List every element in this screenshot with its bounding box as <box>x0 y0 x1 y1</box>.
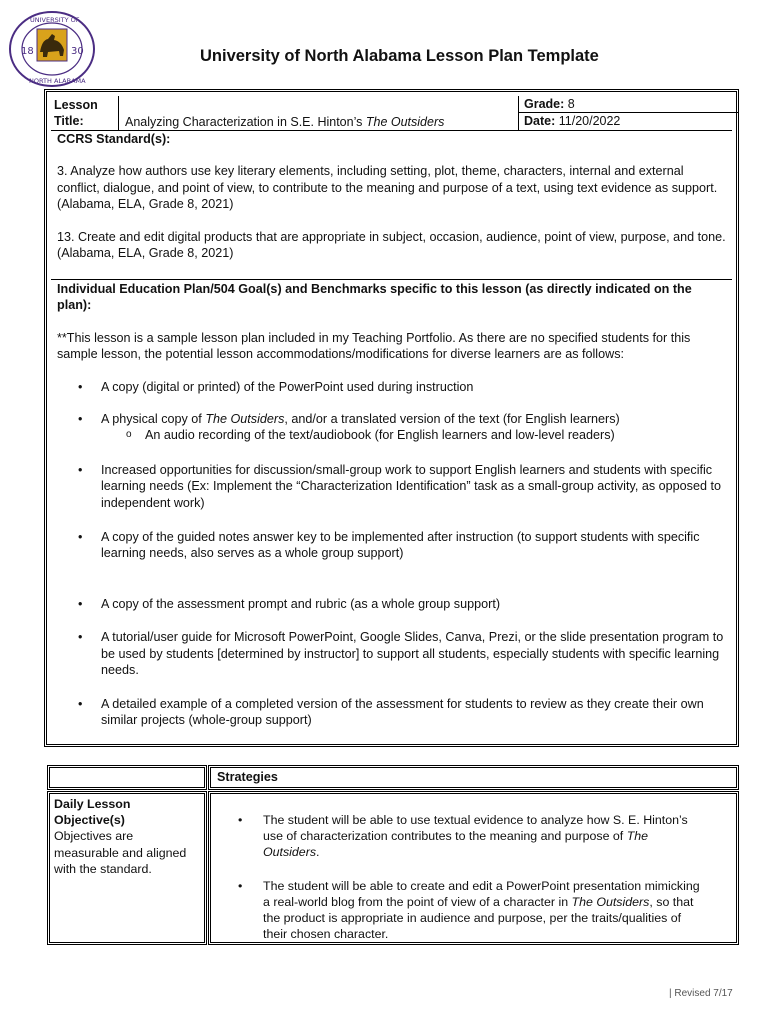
list-item: o An audio recording of the text/audiobook (for English learners and low-level readers) <box>101 427 726 443</box>
list-item: • A copy of the guided notes answer key to be implemented after instruction (to support students with specific learning needs, also serves as a whole group support) <box>57 529 726 562</box>
svg-text:30: 30 <box>71 46 84 57</box>
lesson-plan-table <box>44 89 739 747</box>
objectives-note: Objectives are measurable and aligned with the standard. <box>54 829 187 876</box>
objectives-content-cell <box>208 791 739 945</box>
ccrs-standard-13: 13. Create and edit digital products that are appropriate in subject, occasion, audience, point of view, purpose, and tone. (Alabama, ELA, Grade 8, 2021) <box>57 229 726 261</box>
date-row: Date: 11/20/2022 <box>524 114 621 128</box>
ccrs-standards-section <box>51 130 732 280</box>
objectives-heading: Daily Lesson Objective(s) <box>54 797 131 828</box>
lesson-title-label: Lesson Title: <box>51 96 119 130</box>
list-item: • The student will be able to use textual evidence to analyze how S. E. Hinton’s use of characterization contributes to the meaning and purpose of The Outsiders. <box>211 812 706 861</box>
svg-text:UNIVERSITY OF: UNIVERSITY OF <box>30 16 80 24</box>
list-item: • Increased opportunities for discussion/small-group work to support English learners and students with specific learning needs (Ex: Implement the “Characterization Identification” task as a small-group activity, as opposed to independent work) <box>57 462 726 511</box>
revision-footer: | Revised 7/17 <box>669 988 733 999</box>
list-item: • A tutorial/user guide for Microsoft PowerPoint, Google Slides, Canva, Prezi, or the slide presentation program to be used by students [determined by instructor] to support all students, especially students with specific learning needs. <box>57 629 726 678</box>
lesson-header-row <box>51 96 732 131</box>
document-title: University of North Alabama Lesson Plan Template <box>200 47 599 65</box>
grade-row: Grade: 8 <box>519 96 738 113</box>
ccrs-heading: CCRS Standard(s): <box>57 132 171 146</box>
sub-list <box>101 427 726 443</box>
lesson-title-value: Analyzing Characterization in S.E. Hinton’s The Outsiders <box>119 96 519 130</box>
university-seal-logo <box>8 10 96 88</box>
list-item: • A detailed example of a completed version of the assessment for students to review as they create their own similar projects (whole-group support) <box>57 696 726 729</box>
list-item: • A physical copy of The Outsiders, and/or a translated version of the text (for English learners) o An audio recording of the text/audiobook (for English learners and low-level readers) <box>57 411 726 444</box>
list-item: • A copy (digital or printed) of the PowerPoint used during instruction <box>57 379 726 395</box>
objectives-label-cell <box>47 791 207 945</box>
strategies-header: Strategies <box>208 765 739 790</box>
accommodation-list <box>57 379 726 729</box>
objectives-list <box>211 812 706 942</box>
grade-date-cell <box>519 96 738 130</box>
list-item: • A copy of the assessment prompt and rubric (as a whole group support) <box>57 596 726 612</box>
strategies-header-blank <box>47 765 207 790</box>
iep-section <box>51 280 732 740</box>
ccrs-standard-3: 3. Analyze how authors use key literary elements, including setting, plot, theme, characters, internal and external conflict, dialogue, and point of view, to contribute to the meaning and purpose of a text, using text evidence as support. (Alabama, ELA, Grade 8, 2021) <box>57 164 718 212</box>
svg-text:NORTH ALABAMA: NORTH ALABAMA <box>29 77 86 85</box>
iep-heading: Individual Education Plan/504 Goal(s) and Benchmarks specific to this lesson (as directly indicated on the plan): <box>57 282 692 313</box>
svg-text:18: 18 <box>21 46 34 57</box>
strategies-table <box>47 765 739 945</box>
list-item: • The student will be able to create and edit a PowerPoint presentation mimicking a real-world blog from the point of view of a character in The Outsiders, so that the product is appropriate in audience and purpose, per the traits/qualities of their chosen character. <box>211 878 706 943</box>
iep-intro: **This lesson is a sample lesson plan included in my Teaching Portfolio. As there are no specified students for this sample lesson, the potential lesson accommodations/modifications for diverse learners are as follows: <box>57 330 691 362</box>
